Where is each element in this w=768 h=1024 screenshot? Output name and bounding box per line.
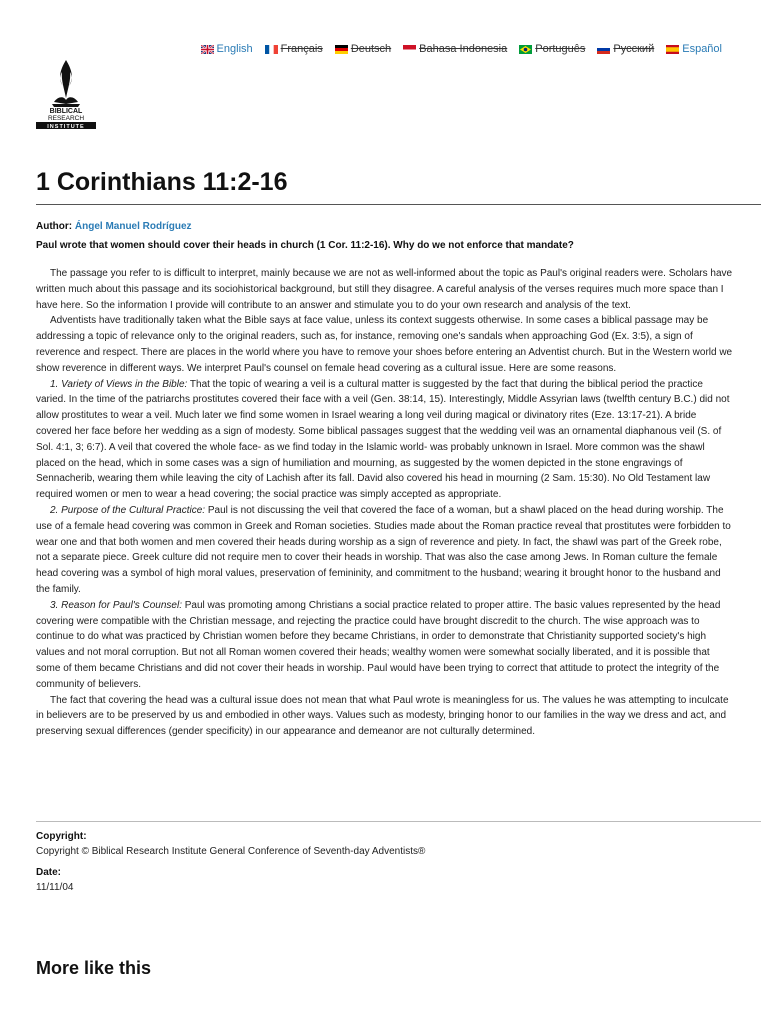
lang-francais[interactable]: Français xyxy=(265,43,323,55)
author-line xyxy=(36,221,192,232)
svg-text:INSTITUTE: INSTITUTE xyxy=(47,124,85,130)
copyright-label: Copyright: xyxy=(36,831,87,842)
copyright-value: Copyright © Biblical Research Institute General Conference of Seventh-day Adventists® xyxy=(36,846,426,857)
spain-flag-icon xyxy=(666,45,679,54)
article-paragraph: 1. Variety of Views in the Bible: That the topic of wearing a veil is a cultural matter is suggested by the fact that during the biblical period the practice varied. In the time of the patriarchs prostitutes covered their face with a veil (Gen. 38:14, 15). Interestingly, Middle Assyrian laws (twelfth century B.C.) did not allow prostitutes to wear a veil. Much later we find some women in Israel wearing a long veil during magical or divinatory rites (Eze. 13:17-21). A bride covered her face before her wedding as a sign of modesty. Some biblical passages suggest that the wedding veil was an ornamental diaphanous veil (S. of Sol. 4:1, 3; 6:7). A veil that covered the whole face- as we find today in the Islamic world- was probably unknown in Israel. More common was the shawl placed on the head, which in some cases was a sign of humiliation and mourning, as suggested by the women depicted in the stone engravings of Sennacherib, wearing them while leaving the city of Lachish after its fall. David also covered his head in mourning (2 Sam. 15:30). No Old Testament law required women or men to wear a head covering; the social practice was simply accepted as appropriate. xyxy=(36,378,730,501)
germany-flag-icon xyxy=(335,45,348,54)
indonesia-flag-icon xyxy=(403,45,416,54)
lang-english[interactable]: English xyxy=(201,43,253,55)
title-divider xyxy=(36,204,761,205)
svg-text:BIBLICAL: BIBLICAL xyxy=(49,108,83,115)
article-paragraph: The passage you refer to is difficult to interpret, mainly because we are not as well-informed about the topic as Paul's original readers were. Scholars have written much about this passage and its sociohistorical background, but still they disagree. A careful analysis of the verses requires much more space than I have here. So the information I provide will contribute to an answer and stimulate you to do your own research and analysis of the text. xyxy=(36,268,733,311)
svg-text:RESEARCH: RESEARCH xyxy=(47,115,85,122)
page-title: 1 Corinthians 11:2-16 xyxy=(36,168,288,196)
article-paragraph: 2. Purpose of the Cultural Practice: Paul is not discussing the veil that covered the face of a woman, but a shawl placed on the head during worship. The use of a female head covering was common in Greek and Roman societies. Studies made about the Roman practice reveal that prostitutes were forbidden to wear one and that both women and men covered their heads during worship as a sign of reverence and piety. In fact, the shawl was part of the Greek robe, not a separate piece. Greek culture did not require men to cover their heads in worship. That was also the case among Jews. In Roman culture the female head covering was a symbol of high moral values, preservation of femininity, and commitment to the husband; wearing it brought honor to the husband and the family. xyxy=(36,504,731,595)
brazil-flag-icon xyxy=(519,45,532,54)
france-flag-icon xyxy=(265,45,278,54)
lang-russian[interactable]: Русский xyxy=(597,43,654,55)
language-switcher xyxy=(201,43,722,55)
article-body xyxy=(36,266,734,740)
footer-divider xyxy=(36,821,761,822)
article-paragraph: Adventists have traditionally taken what the Bible says at face value, unless its context suggests otherwise. In some cases a biblical passage may be addressing a topic of relevance only to the original readers, such as, for instance, removing one's sandals when approaching God (Ex. 3:5), a sign of reverence and respect. There are places in the world where you have to remove your shoes before entering an Adventist church. But in the Western world we show reverence in different ways. We interpret Paul's counsel on female head covering as a cultural issue. Here are some reasons. xyxy=(36,315,733,374)
lang-portugues[interactable]: Português xyxy=(519,43,585,55)
biblical-research-institute-logo[interactable] xyxy=(36,58,96,130)
question-text: Paul wrote that women should cover their heads in church (1 Cor. 11:2-16). Why do we not enforce that mandate? xyxy=(36,240,574,251)
article-paragraph: 3. Reason for Paul's Counsel: Paul was promoting among Christians a social practice related to proper attire. The basic values represented by the head covering were compatible with the Christian message, and rejecting the practice could have brought discredit to the church. The wise approach was to continue to do what was practiced by Christian women before they became Christians, in order to demonstrate that Christianity supported society's high values and not moral corruption. But not all Roman women covered their heads; wealthy women were somewhat socially liberated, and it is possible that some of them became Christians and did not cover their heads in worship. Paul would have been trying to correct that attitude to protect the integrity of the community of believers. xyxy=(36,599,721,690)
more-like-this-heading: More like this xyxy=(36,958,152,978)
author-link[interactable]: Ángel Manuel Rodríguez xyxy=(74,221,192,232)
date-block xyxy=(36,865,73,895)
date-label: Date: xyxy=(36,867,62,878)
lang-espanol[interactable]: Español xyxy=(666,43,722,55)
author-label: Author: xyxy=(36,221,73,232)
russia-flag-icon xyxy=(597,45,610,54)
article-paragraph: The fact that covering the head was a cultural issue does not mean that what Paul wrote is meaningless for us. The values he was attempting to inculcate in believers are to be preserved by us and embodied in other ways. Values such as modesty, bringing honor to our families in the way we dress and act, and preserving sexual differences (gender specificity) in our appearance and demeanor are not culturally determined. xyxy=(36,694,729,738)
lang-bahasa-indonesia[interactable]: Bahasa Indonesia xyxy=(403,43,507,55)
date-value: 11/11/04 xyxy=(36,882,74,893)
copyright-block xyxy=(36,829,425,859)
uk-flag-icon xyxy=(201,45,214,54)
lang-deutsch[interactable]: Deutsch xyxy=(335,43,391,55)
